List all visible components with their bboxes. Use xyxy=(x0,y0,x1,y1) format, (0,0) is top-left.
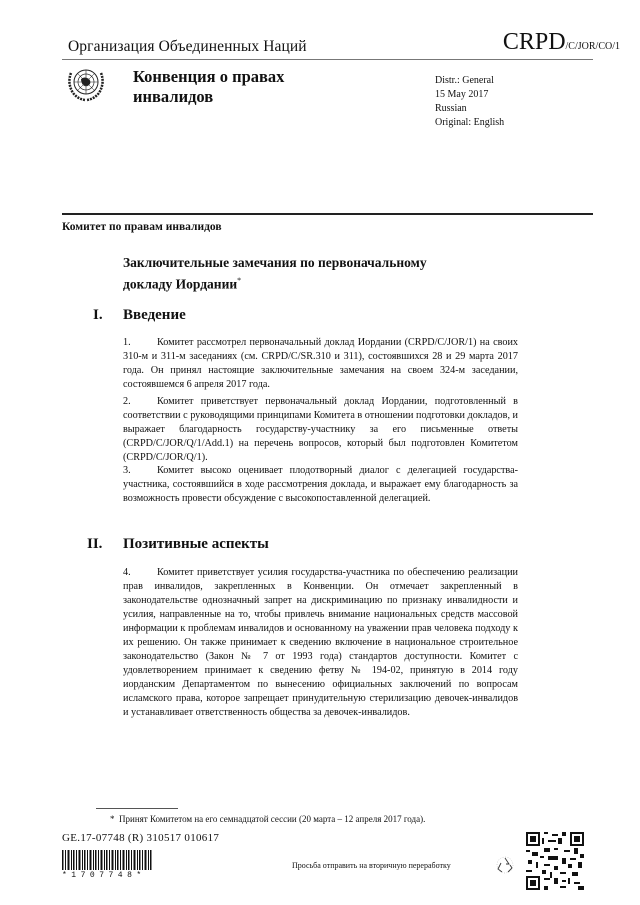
footnote-rule xyxy=(96,808,178,809)
organization-name: Организация Объединенных Наций xyxy=(68,38,307,55)
paragraph-1: 1. Комитет рассмотрел первоначальный доклад Иордании (CRPD/C/JOR/1) на своих 310-м и 311-м заседаниях (см. CRPD/C/SR.310 и 311), состоявшихся 28 и 29 марта 2017 года. Он принял настоящие заключительные замечания на своем 324-м заседании, состоявшемся 6 апреля 2017 года. xyxy=(123,337,518,390)
barcode-number: *1707748* xyxy=(62,871,146,880)
paragraph-4: 4. Комитет приветствует усилия государства-участника по обеспечению реализации прав инвалидов, закрепленных в Конвенции. Он отмечает закрепленный в законодательстве однозначный запрет на дискриминацию по признаку инвалидности и усилия, направленные на то, чтобы привлечь внимание национальных средств массовой информации к проблемам инвалидов и основанному на уважении прав человека подходу к их решению. Он также принимает к сведению включение в национальное строительное законодательство (Закон № 7 от 1993 года) стандартов доступности. Комитет с удовлетворением принимает к сведению фетву № 194-02, принятую в 2014 году иорданским Департаментом по вынесению официальных заключений по вопросам исламского права, которое запрещает принудительную стерилизацию девочек-инвалидов и устанавливает ответственность общества за девочек-инвалидов. xyxy=(123,567,518,718)
un-emblem-icon xyxy=(66,63,106,103)
title-footnote-marker[interactable]: * xyxy=(237,276,242,285)
document-title xyxy=(123,254,427,294)
paragraph-2: 2. Комитет приветствует первоначальный доклад Иордании, подготовленный в соответствии с руководящими принципами Комитета в отношении подготовки докладов, и выражает благодарность государству-участнику за его письменные ответы (CRPD/C/JOR/Q/1/Add.1) на перечень вопросов, который был подготовлен Комитетом (CRPD/C/JOR/Q/1). xyxy=(123,396,518,463)
symbol-suffix: /C/JOR/CO/1 xyxy=(565,41,620,52)
convention-title-line2: инвалидов xyxy=(133,87,214,106)
footnote-marker: * xyxy=(110,814,115,824)
title-line2: докладу Иордании* xyxy=(123,276,242,292)
convention-title xyxy=(133,67,284,107)
thick-rule xyxy=(62,213,593,215)
qr-code-icon xyxy=(526,832,584,890)
section-heading-1: I. Введение xyxy=(93,307,186,323)
distr-label: Distr.: General xyxy=(435,75,494,86)
committee-name: Комитет по правам инвалидов xyxy=(62,221,222,233)
footnote-text: Принят Комитетом на его семнадцатой сессии (20 марта – 12 апреля 2017 года). xyxy=(119,814,426,824)
footnote xyxy=(110,814,425,824)
recycle-notice: Просьба отправить на вторичную переработку xyxy=(292,861,451,870)
recycle-icon xyxy=(495,855,515,875)
title-line1: Заключительные замечания по первоначальному xyxy=(123,255,427,270)
section-heading-2: II. Позитивные аспекты xyxy=(87,536,269,552)
job-number: GE.17-07748 (R) 310517 010617 xyxy=(62,832,220,844)
document-symbol xyxy=(503,30,620,54)
convention-title-line1: Конвенция о правах xyxy=(133,67,285,86)
distr-original: Original: English xyxy=(435,117,505,128)
distr-date: 15 May 2017 xyxy=(435,89,489,100)
barcode-icon xyxy=(62,850,152,870)
paragraph-3: 3. Комитет высоко оценивает плодотворный диалог с делегацией государства-участника, состоявшийся в ходе рассмотрения доклада, и выражает ему благодарность за возможность провести обсуждение с высокопоставленной делегацией. xyxy=(123,465,518,504)
distribution-block xyxy=(435,74,504,130)
symbol-main: CRPD xyxy=(502,29,566,55)
header-rule xyxy=(62,59,593,60)
distr-language: Russian xyxy=(435,103,467,114)
